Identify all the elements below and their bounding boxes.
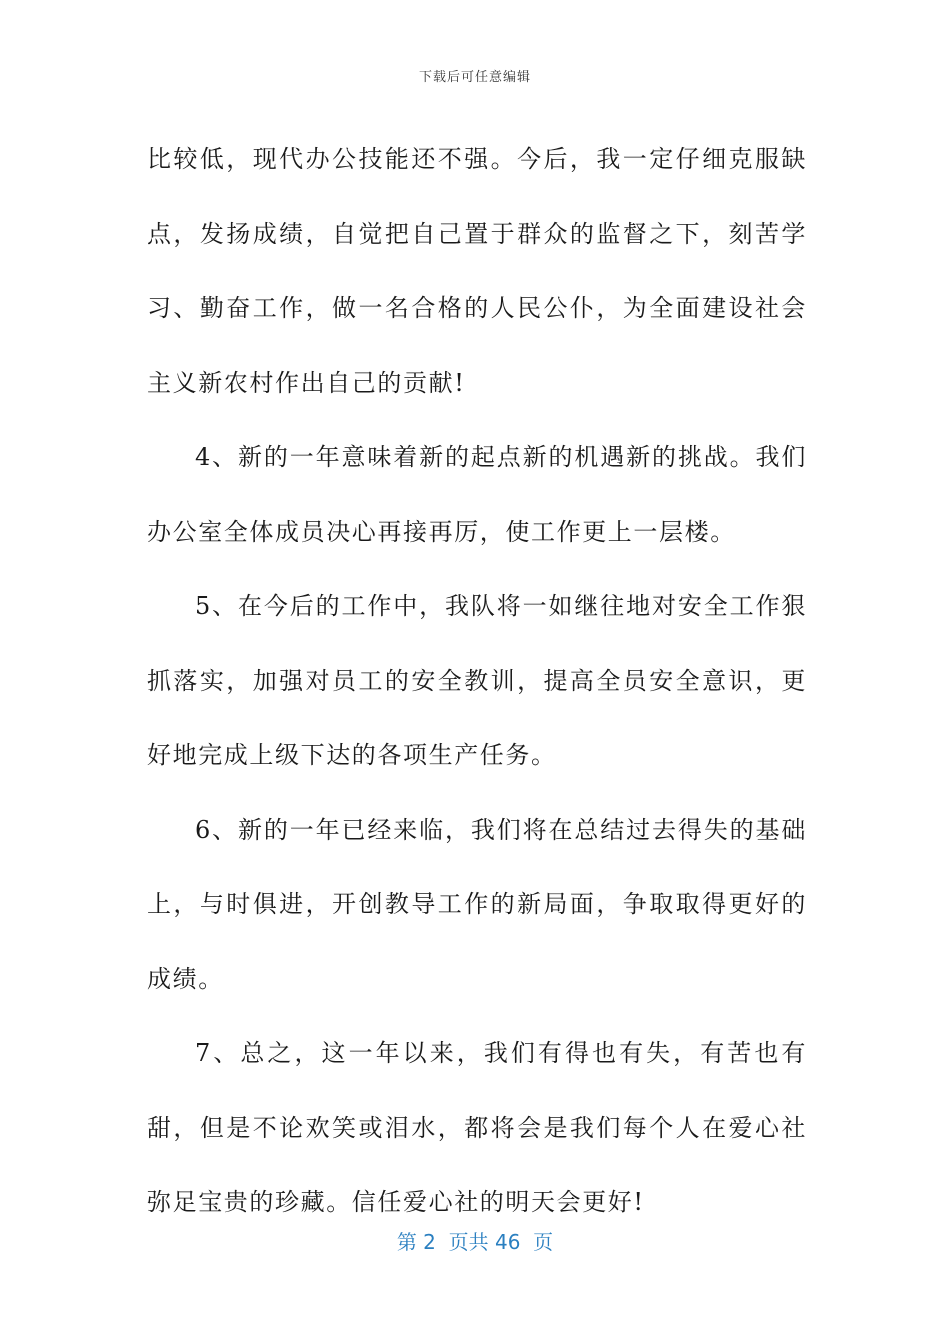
paragraph-item-4: 4、新的一年意味着新的起点新的机遇新的挑战。我们办公室全体成员决心再接再厉，使工作更上一层楼。	[147, 443, 807, 546]
page-header-note: 下载后可任意编辑	[418, 70, 531, 85]
paragraph-continuation: 比较低，现代办公技能还不强。今后，我一定仔细克服缺点，发扬成绩，自觉把自己置于群众的监督之下，刻苦学习、勤奋工作，做一名合格的人民公仆，为全面建设社会主义新农村作出自己的贡献!	[147, 145, 807, 397]
page-footer	[0, 1226, 950, 1255]
document-body	[147, 122, 807, 1240]
paragraph-item-5: 5、在今后的工作中，我队将一如继往地对安全工作狠抓落实，加强对员工的安全教训，提高全员安全意识，更好地完成上级下达的各项生产任务。	[147, 592, 807, 769]
page-number-label: 第 2 页共 46 页	[396, 1230, 554, 1254]
paragraph-item-6: 6、新的一年已经来临，我们将在总结过去得失的基础上，与时俱进，开创教导工作的新局面，争取取得更好的成绩。	[147, 815, 807, 993]
paragraph-item-7: 7、总之，这一年以来，我们有得也有失，有苦也有甜，但是不论欢笑或泪水，都将会是我们每个人在爱心社弥足宝贵的珍藏。信任爱心社的明天会更好!	[147, 1039, 807, 1216]
